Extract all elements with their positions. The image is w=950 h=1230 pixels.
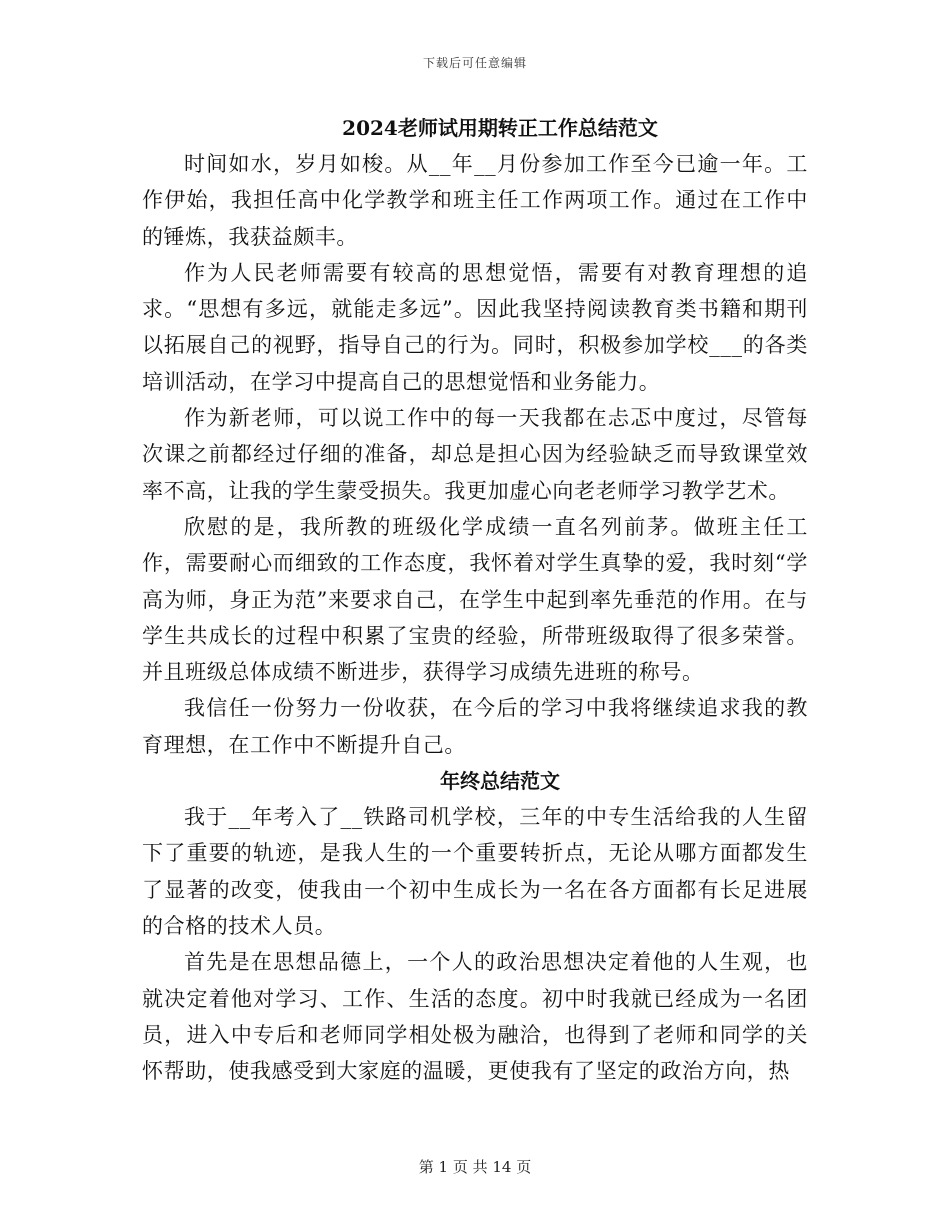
page-number: 第 1 页 共 14 页 [418,1158,532,1176]
paragraph-4: 欣慰的是，我所教的班级化学成绩一直名列前茅。做班主任工作，需要耐心而细致的工作态度，我怀着对学生真挚的爱，我时刻“学高为师，身正为范”来要求自己，在学生中起到率先垂范的作用。在与学生共成长的过程中积累了宝贵的经验，所带班级取得了很多荣誉。并且班级总体成绩不断进步，获得学习成绩先进班的称号。 [142,514,808,685]
section-title: 年终总结范文 [440,769,560,794]
section-paragraph-2: 首先是在思想品德上，一个人的政治思想决定着他的人生观，也就决定着他对学习、工作、生活的态度。初中时我就已经成为一名团员，进入中专后和老师同学相处极为融洽，也得到了老师和同学的关怀帮助，使我感受到大家庭的温暖，更使我有了坚定的政治方向，热 [142,950,808,1084]
document-title: 2024老师试用期转正工作总结范文 [342,116,658,140]
paragraph-1: 时间如水，岁月如梭。从__年__月份参加工作至今已逾一年。工作伊始，我担任高中化学教学和班主任工作两项工作。通过在工作中的锤炼，我获益颇丰。 [142,152,808,249]
paragraph-5: 我信任一份努力一份收获，在今后的学习中我将继续追求我的教育理想，在工作中不断提升自己。 [142,696,808,757]
paragraph-3: 作为新老师，可以说工作中的每一天我都在忐忑中度过，尽管每次课之前都经过仔细的准备，却总是担心因为经验缺乏而导致课堂效率不高，让我的学生蒙受损失。我更加虚心向老老师学习教学艺术。 [142,406,808,503]
page-header-note: 下载后可任意编辑 [422,56,527,70]
paragraph-2: 作为人民老师需要有较高的思想觉悟，需要有对教育理想的追求。“思想有多远，就能走多远”。因此我坚持阅读教育类书籍和期刊以拓展自己的视野，指导自己的行为。同时，积极参加学校___的各类培训活动，在学习中提高自己的思想觉悟和业务能力。 [142,260,808,394]
document-body [142,110,808,1089]
section-paragraph-1: 我于__年考入了__铁路司机学校，三年的中专生活给我的人生留下了重要的轨迹，是我人生的一个重要转折点，无论从哪方面都发生了显著的改变，使我由一个初中生成长为一名在各方面都有长足进展的合格的技术人员。 [142,805,808,938]
